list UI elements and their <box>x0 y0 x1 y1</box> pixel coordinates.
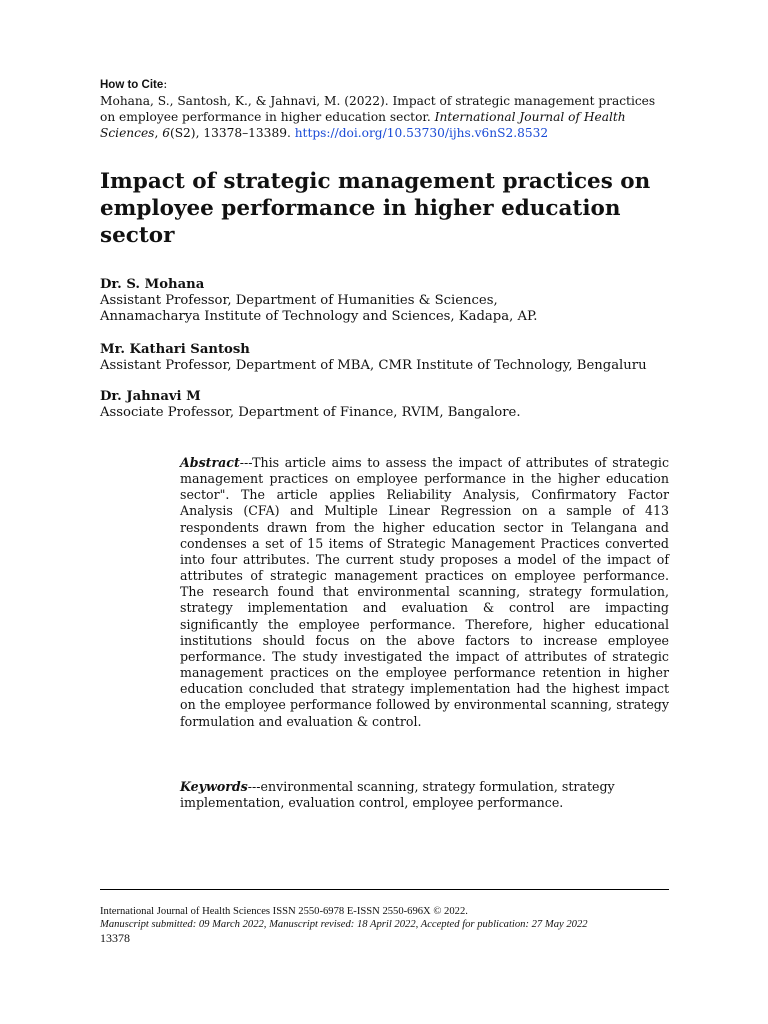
author-affiliation: Assistant Professor, Department of MBA, CMR Institute of Technology, Bengaluru <box>100 358 647 373</box>
citation-issue-pages: (S2), 13378–13389. <box>169 126 295 140</box>
citation-separator: , <box>154 126 163 140</box>
how-to-cite <box>100 76 670 141</box>
page-number: 13378 <box>100 931 130 946</box>
author-name: Mr. Kathari Santosh <box>100 342 250 357</box>
author-block <box>100 389 700 421</box>
paper-title: Impact of strategic management practices on employee performance in higher education sector <box>100 169 651 248</box>
author-name: Dr. Jahnavi M <box>100 389 201 404</box>
how-to-cite-label: How to Cite <box>100 79 164 91</box>
author-name: Dr. S. Mohana <box>100 277 205 292</box>
footer-journal-info: International Journal of Health Sciences ISSN 2550-6978 E-ISSN 2550-696X © 2022. <box>100 906 468 917</box>
abstract-label: Abstract <box>180 455 240 470</box>
doi-link[interactable]: https://doi.org/10.53730/ijhs.v6nS2.8532 <box>294 126 549 140</box>
author-affiliation: Assistant Professor, Department of Humanities & Sciences, <box>100 293 498 308</box>
citation-journal: International Journal of Health Sciences <box>100 110 626 140</box>
author-affiliation: Annamacharya Institute of Technology and Sciences, Kadapa, AP. <box>100 309 538 324</box>
keywords-label: Keywords <box>180 779 248 794</box>
author-affiliation: Associate Professor, Department of Finance, RVIM, Bangalore. <box>100 405 521 420</box>
author-block <box>100 277 700 325</box>
author-block <box>100 342 700 374</box>
abstract <box>180 455 669 730</box>
abstract-text: ---This article aims to assess the impact of attributes of strategic management practices on employee performance in the higher education sector". The article applies Reliability Analysis, Confirmatory Factor Analysis (CFA) and Multiple Linear Regression on a sample of 413 respondents drawn from the higher education sector in Telangana and condenses a set of 15 items of Strategic Management Practices converted into four attributes. The current study proposes a model of the impact of attributes of strategic management practices on employee performance. The research found that environmental scanning, strategy formulation, strategy implementation and evaluation & control are impacting significantly the employee performance. Therefore, higher educational institutions should focus on the above factors to increase employee performance. The study investigated the impact of attributes of strategic management practices on the employee performance retention in higher education concluded that strategy implementation had the highest impact on the employee performance followed by environmental scanning, strategy formulation and evaluation & control. <box>180 455 669 729</box>
citation-authors-title: Mohana, S., Santosh, K., & Jahnavi, M. (2022). Impact of strategic management practices on employee performance in higher education sector. <box>100 94 656 124</box>
citation-text <box>100 93 670 141</box>
keywords <box>180 779 669 811</box>
footer-manuscript-dates: Manuscript submitted: 09 March 2022, Manuscript revised: 18 April 2022, Accepted for publication: 27 May 2022 <box>100 918 588 930</box>
page-footer <box>100 906 700 946</box>
keywords-text: ---environmental scanning, strategy formulation, strategy implementation, evaluation control, employee performance. <box>180 779 615 811</box>
how-to-cite-colon: : <box>163 77 168 91</box>
footer-divider <box>100 889 669 890</box>
citation-volume: 6 <box>162 126 170 140</box>
